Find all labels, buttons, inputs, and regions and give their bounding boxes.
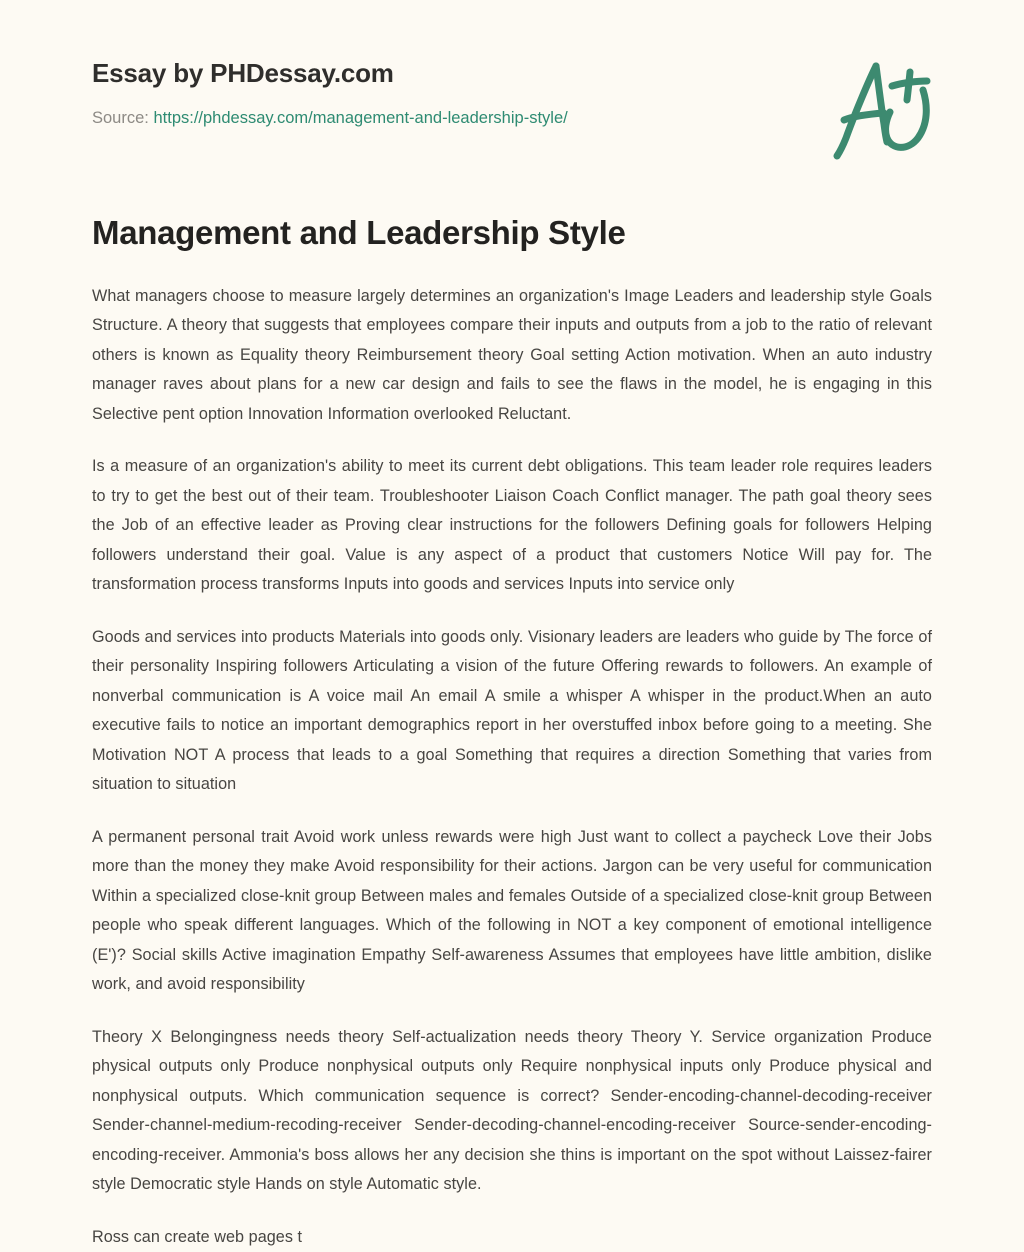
paragraph: Goods and services into products Materials into goods only. Visionary leaders are leaders who guide by The force of their personality Inspiring followers Articulating a vision of the future Offering rewards to followers. An example of nonverbal communication is A voice mail An email A smile a whisper A whisper in the product.When an auto executive fails to notice an important demographics report in her overstuffed inbox before going to a meeting. She Motivation NOT A process that leads to a goal Something that requires a direction Something that varies from situation to situation <box>92 627 932 794</box>
paragraph: What managers choose to measure largely determines an organization's Image Leaders and leadership style Goals Structure. A theory that suggests that employees compare their inputs and outputs from a job to the ratio of relevant others is known as Equality theory Reimbursement theory Goal setting Action motivation. When an auto industry manager raves about plans for a new car design and fails to see the flaws in the model, he is engaging in this Selective pent option Innovation Information overlooked Reluctant. <box>92 287 932 423</box>
source-label: Source: <box>92 109 149 128</box>
page-title: Management and Leadership Style <box>92 214 626 251</box>
a-plus-logo <box>822 58 942 163</box>
source-line <box>92 89 932 129</box>
document-header <box>92 58 932 130</box>
paragraph-truncated: Ross can create web pages t <box>92 1227 303 1246</box>
paragraph: Is a measure of an organization's ability to meet its current debt obligations. This team leader role requires leaders to try to get the best out of their team. Troubleshooter Liaison Coach Conflict manager. The path goal theory sees the Job of an effective leader as Proving clear instructions for the followers Defining goals for followers Helping followers understand their goal. Value is any aspect of a product that customers Notice Will pay for. The transformation process transforms Inputs into goods and services Inputs into service only <box>92 457 932 594</box>
paragraph: A permanent personal trait Avoid work unless rewards were high Just want to collect a paycheck Love their Jobs more than the money they make Avoid responsibility for their actions. Jargon can be very useful for communication Within a specialized close-knit group Between males and females Outside of a specialized close-knit group Between people who speak different languages. Which of the following in NOT a key component of emotional intelligence (E')? Social skills Active imagination Empathy Self-awareness Assumes that employees have little ambition, dislike work, and avoid responsibility <box>92 827 932 994</box>
essay-body <box>92 282 932 1252</box>
brand-title: Essay by PHDessay.com <box>92 58 394 88</box>
source-url-link[interactable]: https://phdessay.com/management-and-leadership-style/ <box>153 109 568 128</box>
paragraph: Theory X Belongingness needs theory Self-actualization needs theory Theory Y. Service organization Produce physical outputs only Produce nonphysical outputs only Require nonphysical inputs only Produce physical and nonphysical outputs. Which communication sequence is correct? Sender-encoding-channel-decoding-receiver Sender-channel-medium-recoding-receiver Sender-decoding-channel-encoding-receiver Source-sender-encoding-encoding-receiver. Ammonia's boss allows her any decision she thins is important on the spot without Laissez-fairer style Democratic style Hands on style Automatic style. <box>92 1027 932 1194</box>
